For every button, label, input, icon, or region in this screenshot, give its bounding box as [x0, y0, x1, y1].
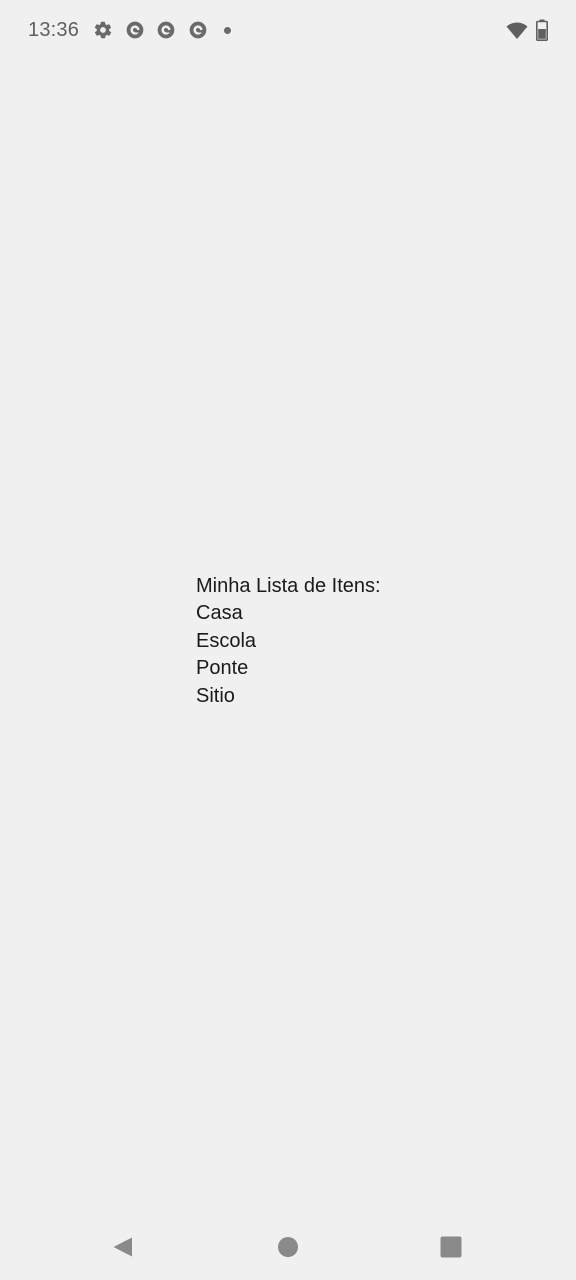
- back-icon: [111, 1235, 135, 1259]
- gear-icon: [93, 20, 113, 40]
- list-item: Sitio: [196, 684, 235, 707]
- home-icon: [276, 1235, 300, 1259]
- recents-icon: [439, 1235, 463, 1259]
- list-item: Casa: [196, 602, 243, 625]
- list-title: Minha Lista de Itens:: [196, 575, 381, 597]
- back-button[interactable]: [111, 1235, 135, 1259]
- home-button[interactable]: [276, 1235, 300, 1259]
- item-list: [196, 573, 381, 710]
- wifi-icon: [506, 20, 528, 40]
- status-time: 13:36: [28, 19, 80, 41]
- navigation-bar: [0, 1210, 576, 1280]
- app-notification-icon: [188, 20, 208, 40]
- app-notification-icon: [125, 20, 145, 40]
- app-notification-icon: [156, 20, 176, 40]
- list-item: Escola: [196, 629, 257, 652]
- recents-button[interactable]: [439, 1235, 463, 1259]
- list-item: Ponte: [196, 657, 249, 680]
- status-bar: [0, 0, 576, 62]
- battery-icon: [536, 19, 548, 41]
- more-notifications-dot-icon: [224, 27, 231, 34]
